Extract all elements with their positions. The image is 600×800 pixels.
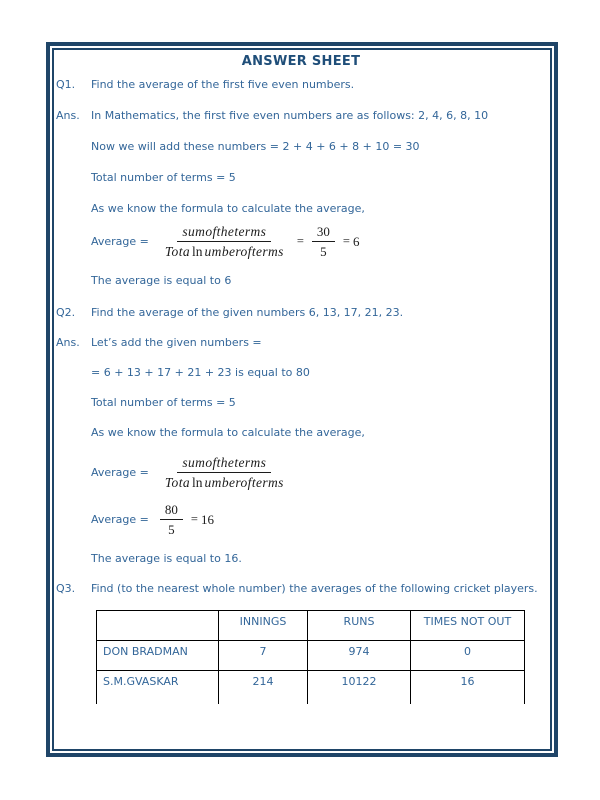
table-header-runs: RUNS [308,611,411,641]
q1-value-numerator: 30 [312,224,335,242]
q1-ans-label: Ans. [56,109,80,122]
q1-total-terms-row [56,170,546,185]
q1-answer-row [56,108,546,123]
q2-sum-row [56,365,546,380]
innings-cell: 214 [219,671,308,705]
q2-result-text: The average is equal to 16. [91,552,242,565]
table-header-row [97,611,525,641]
q2-question-row [56,305,546,320]
page-border-frame [46,42,558,757]
q1-result-text: The average is equal to 6 [91,274,232,287]
q1-total-terms: Total number of terms = 5 [91,171,236,184]
q2-result-value: 16 [200,511,214,527]
q2-result-row [56,551,546,566]
q2-ans-label: Ans. [56,336,80,349]
q3-label: Q3. [56,582,76,595]
table-header-player [97,611,219,641]
q1-question-row [56,77,546,92]
q1-formula-intro-row [56,201,546,216]
fraction-denominator: Tota ln umberofterms [164,475,284,490]
q1-label: Q1. [56,78,76,91]
table-header-times-not-out: TIMES NOT OUT [411,611,525,641]
q3-question-text: Find (to the nearest whole number) the averages of the following cricket players. [91,582,538,595]
page-title: ANSWER SHEET [241,54,361,69]
q1-answer-line2: Now we will add these numbers = 2 + 4 + 6 + 8 + 10 = 30 [91,140,420,153]
q2-average-formula-symbolic [56,455,546,490]
q2-question-text: Find the average of the given numbers 6, 13, 17, 21, 23. [91,306,404,319]
equals-sign: = [296,234,304,248]
innings-cell: 7 [219,641,308,671]
table-row [97,641,525,671]
q1-answer-line2-row [56,139,546,154]
q1-question-text: Find the average of the first five even numbers. [91,78,355,91]
q2-answer-line1: Let’s add the given numbers = [91,336,262,349]
fraction-denominator: Tota ln umberofterms [164,244,284,259]
table-header-innings: INNINGS [219,611,308,641]
q2-sum-text: = 6 + 13 + 17 + 21 + 23 is equal to 80 [91,366,310,379]
times-not-out-cell: 16 [411,671,525,705]
q1-result-row [56,273,546,288]
q2-average-formula-numeric [56,502,546,537]
q2-total-terms: Total number of terms = 5 [91,396,236,409]
times-not-out-cell: 0 [411,641,525,671]
q2-value-numerator: 80 [160,502,183,520]
q1-value-fraction [312,224,335,259]
q2-answer-row [56,335,546,350]
q2-value-fraction [160,502,183,537]
runs-cell: 974 [308,641,411,671]
q2-formula-intro: As we know the formula to calculate the average, [91,426,365,439]
average-label: Average = [91,466,149,479]
q2-label: Q2. [56,306,76,319]
average-fraction [160,224,289,259]
page-border-inner [52,48,552,751]
player-name-cell: DON BRADMAN [97,641,219,671]
q2-total-terms-row [56,395,546,410]
player-name-cell: S.M.GVASKAR [97,671,219,705]
equals-sign: = [342,234,350,248]
q1-average-formula [56,224,546,259]
fraction-numerator: sumoftheterms [177,224,271,242]
equals-sign: = [190,512,198,526]
average-fraction [160,455,289,490]
average-label: Average = [91,235,149,248]
q2-formula-intro-row [56,425,546,440]
q3-question-row [56,581,546,596]
table-row [97,671,525,705]
q1-answer-line1: In Mathematics, the first five even numbers are as follows: 2, 4, 6, 8, 10 [91,109,489,122]
average-label: Average = [91,513,149,526]
cricket-stats-table [96,610,525,704]
runs-cell: 10122 [308,671,411,705]
fraction-numerator: sumoftheterms [177,455,271,473]
q1-result-value: 6 [352,233,360,249]
q1-formula-intro: As we know the formula to calculate the average, [91,202,365,215]
q1-value-denominator: 5 [320,244,327,259]
q2-value-denominator: 5 [168,522,175,537]
